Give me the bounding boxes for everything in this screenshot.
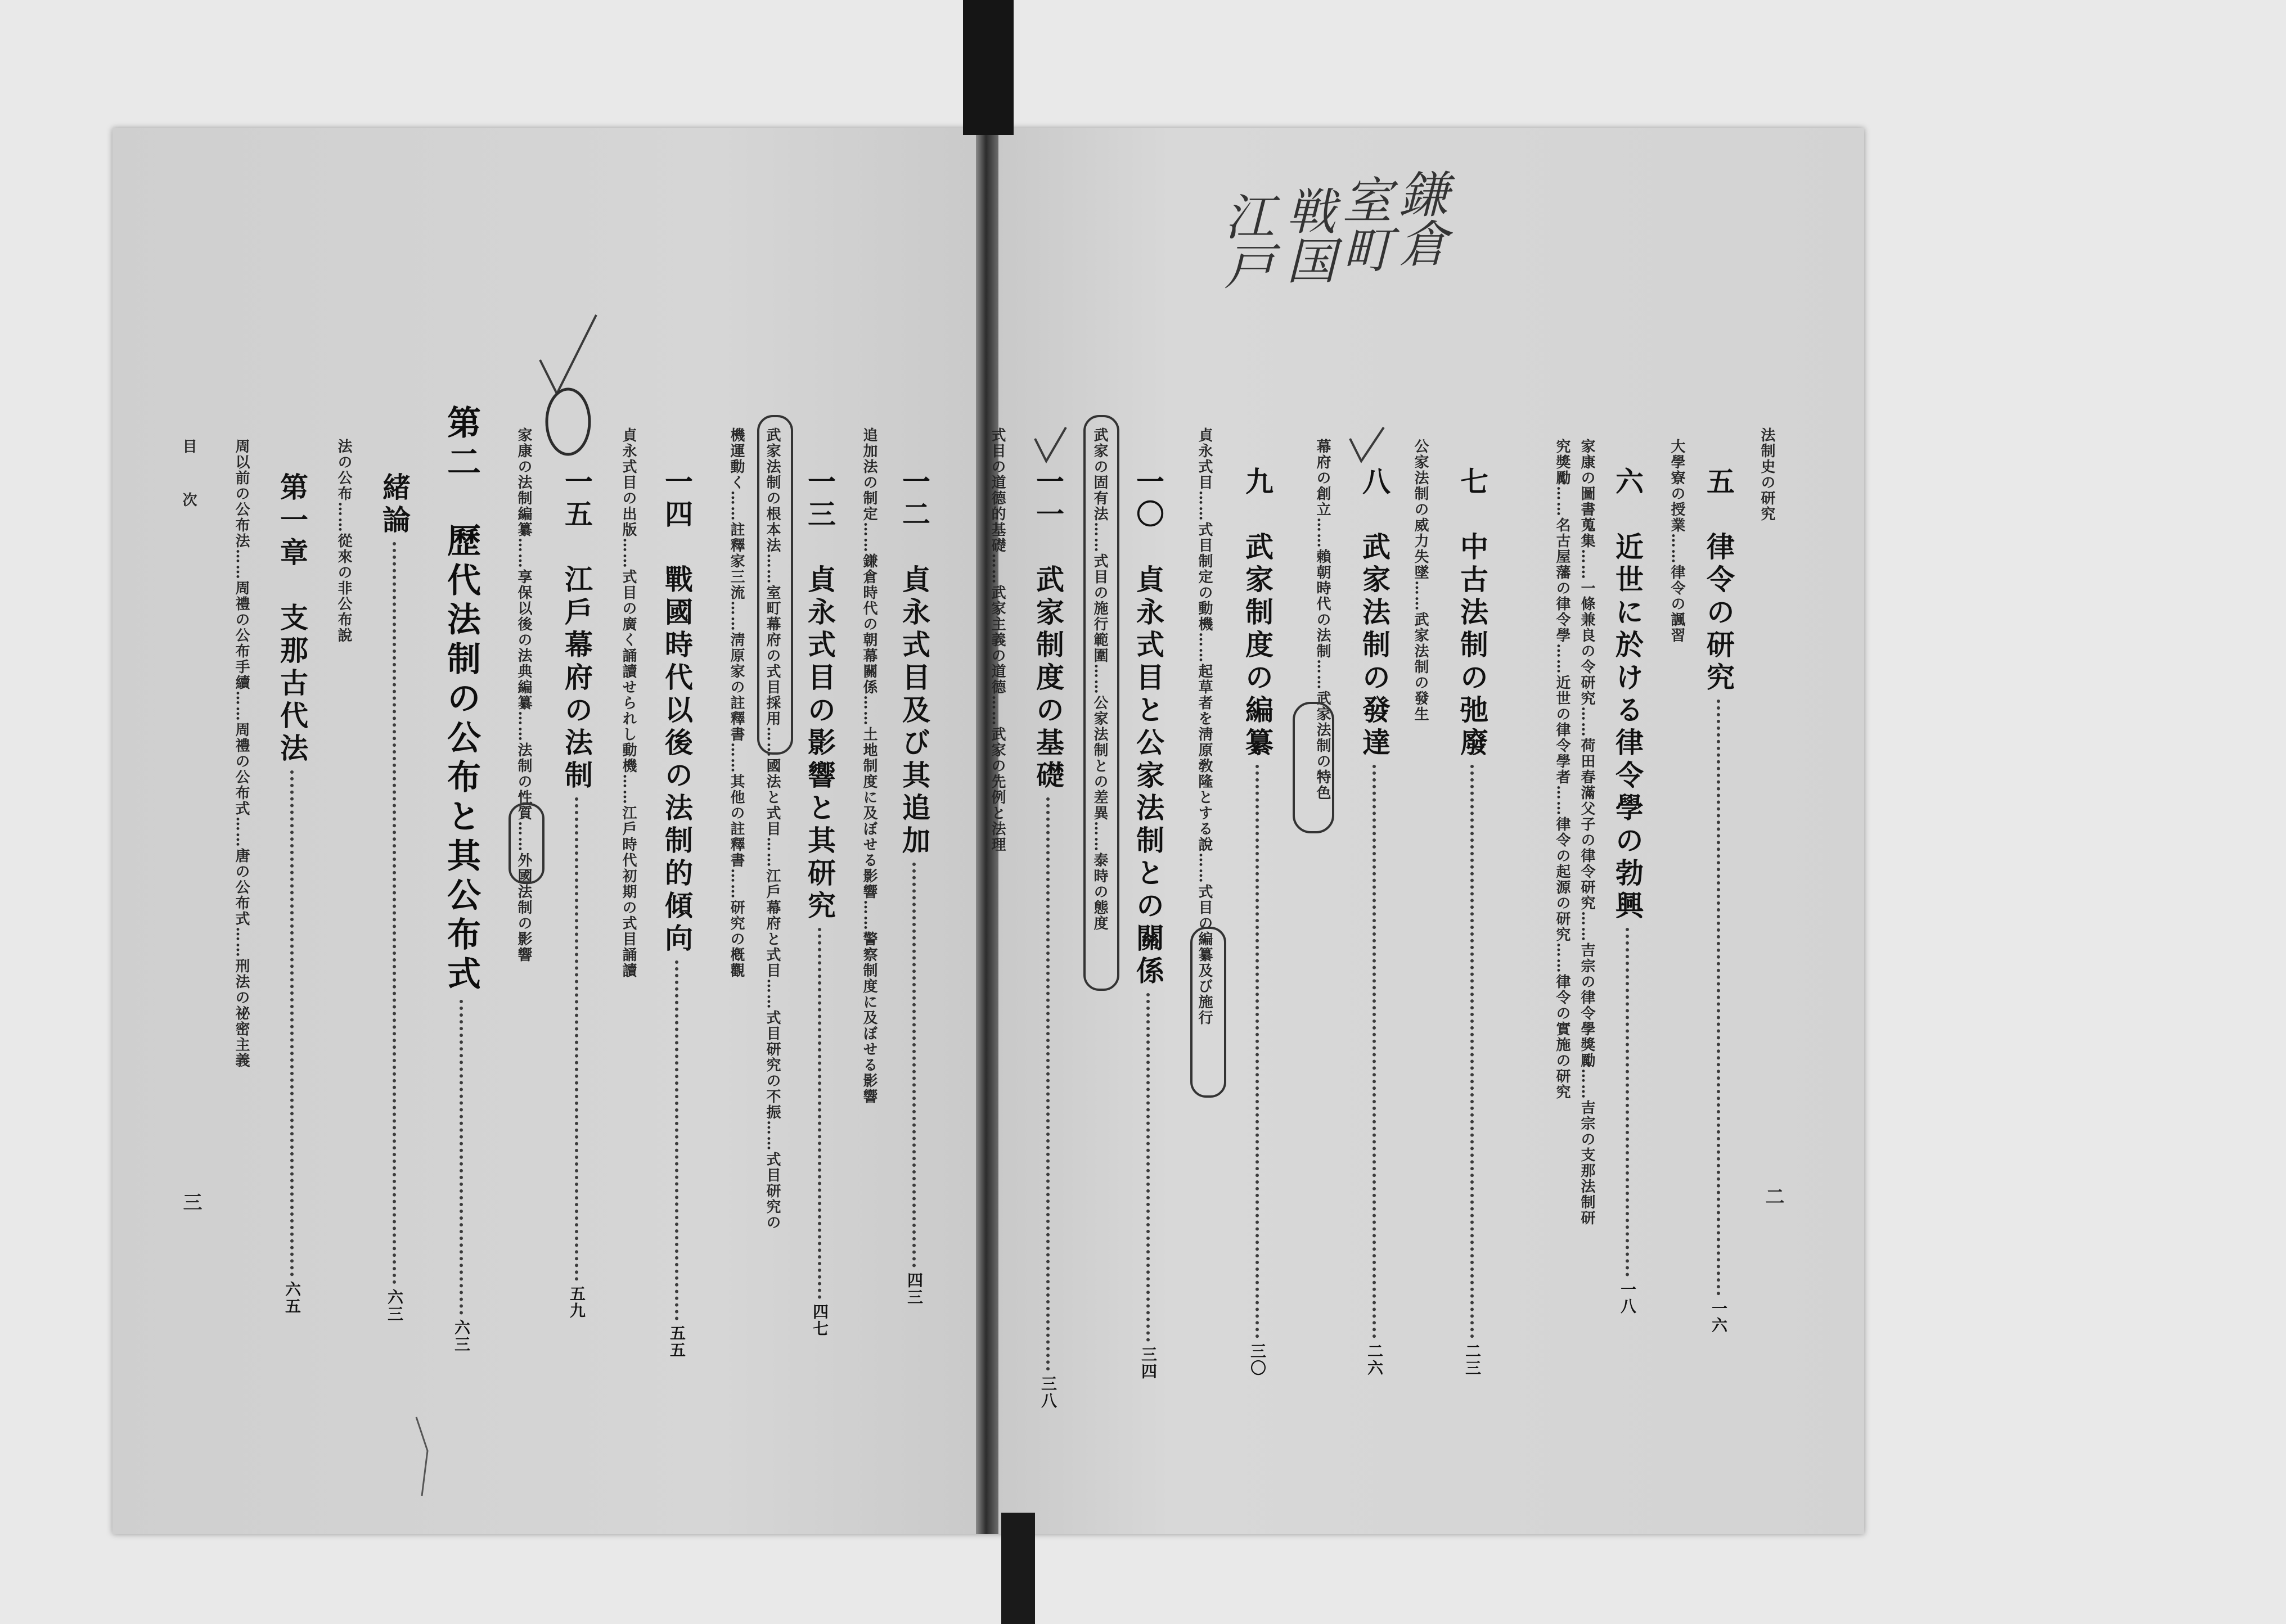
toc-page: 一八	[1618, 1281, 1637, 1315]
toc-sub-12: 追加法の制定……鎌倉時代の朝幕關係……土地制度に及ぼせる影響……警察制度に及ぼせる影響	[861, 427, 878, 1104]
handwritten-note-2: 室町	[1335, 174, 1393, 273]
toc-num: 第二	[442, 405, 481, 484]
toc-sub-6b: 究獎勵……名古屋藩の律令學……近世の律令學者……律令の起源の研究……律令の實施の研究	[1554, 439, 1570, 1100]
toc-sub-13b: 機運動く……註釋家三流……淸原家の註釋書……其他の註釋書……研究の槪觀	[728, 427, 745, 978]
toc-sub-10: 武家の固有法……式目の施行範圍……公家法制との差異……泰時の態度	[1091, 427, 1108, 931]
circled-phrase-10	[1084, 416, 1118, 990]
toc-num: 一三	[803, 467, 836, 532]
circled-phrase-9	[1191, 928, 1225, 1097]
toc-page: 四三	[905, 1272, 924, 1306]
toc-page: 二六	[1365, 1343, 1384, 1377]
toc-title: 緒論	[378, 472, 411, 538]
toc-num: 第一章	[276, 472, 309, 570]
toc-num: 一二	[898, 467, 931, 532]
toc-num: 一〇	[1132, 467, 1165, 532]
toc-num: 五	[1702, 467, 1735, 499]
toc-page: 三八	[1039, 1375, 1058, 1409]
circle-mark-15	[547, 389, 590, 454]
toc-title: 貞永式目及び其追加	[898, 565, 931, 858]
toc-page: 五五	[668, 1325, 686, 1359]
circled-phrase-13	[758, 416, 792, 754]
toc-title: 江戶幕府の法制	[560, 565, 593, 793]
toc-num: 七	[1456, 467, 1489, 499]
toc-page: 三四	[1139, 1346, 1158, 1380]
check-mark-11	[1035, 427, 1066, 461]
toc-sub-5: 大學寮の授業……律令の諷習	[1668, 439, 1685, 643]
toc-sub-8: 幕府の創立……賴朝時代の法制……武家法制の特色	[1314, 439, 1331, 801]
toc-num: 六	[1611, 467, 1644, 499]
toc-title: 支那古代法	[276, 603, 309, 766]
toc-title: 律令の研究	[1702, 532, 1735, 695]
page-crease	[416, 1417, 428, 1496]
check-mark-8	[1350, 427, 1384, 461]
toc-sub-13a: 武家法制の根本法……室町幕府の式目採用……國法と式目……江戶幕府と式目……式目研究の不振……式目研究の	[764, 427, 781, 1230]
circled-phrase-15	[510, 804, 543, 883]
toc-sub-11: 式目の道德的基礎……武家主義の道德……武家の先例と法理	[989, 427, 1006, 852]
toc-page: 二三	[1463, 1343, 1482, 1377]
toc-page: 五九	[568, 1285, 586, 1319]
toc-title: 歷代法制の公布と其公布式	[442, 523, 481, 995]
running-foot: 目 次	[180, 439, 197, 524]
handwritten-note-1: 鎌倉	[1391, 169, 1449, 268]
toc-sub-15b: 家康の法制編纂……享保以後の法典編纂……法制の性質……外國法制の影響	[515, 427, 532, 963]
toc-title: 戰國時代以後の法制的傾向	[660, 565, 694, 956]
toc-num: 九	[1241, 467, 1274, 499]
toc-num: 一一	[1032, 467, 1065, 532]
toc-title: 武家制度の基礎	[1032, 565, 1065, 793]
toc-page: 六三	[452, 1319, 471, 1353]
toc-sub-9: 貞永式目……式目制定の動機……起草者を淸原敎隆とする說……式目の編纂及び施行	[1196, 427, 1213, 1026]
toc-sub-introduction: 法の公布……從來の非公布說	[335, 439, 352, 643]
page-number-right: 二	[1762, 1187, 1784, 1207]
running-head: 法制史の研究	[1758, 427, 1775, 522]
toc-title: 武家法制の發達	[1358, 532, 1391, 760]
check-mark-15	[540, 315, 596, 394]
toc-page: 三〇	[1248, 1343, 1267, 1377]
handwritten-note-3: 戦国	[1279, 186, 1336, 285]
toc-page: 六五	[283, 1281, 302, 1315]
handwritten-note-4: 江戸	[1217, 191, 1275, 290]
toc-title: 近世に於ける律令學の勃興	[1611, 532, 1644, 923]
toc-title: 貞永式目と公家法制との關係	[1132, 565, 1165, 989]
toc-sub-15a: 貞永式目の出版……式目の廣く誦讀せられし動機……江戶時代初期の式目誦讀	[620, 427, 637, 978]
toc-sub-7: 公家法制の威力失墜……武家法制の發生	[1412, 439, 1429, 722]
toc-title: 中古法制の弛廢	[1456, 532, 1489, 760]
toc-title: 武家制度の編纂	[1241, 532, 1274, 760]
toc-sub-6a: 家康の圖書蒐集……一條兼良の令研究……荷田春滿父子の律令研究……吉宗の律令學獎勵……吉宗の支那法制研	[1578, 439, 1595, 1226]
circled-phrase-8	[1294, 703, 1333, 832]
page-number-left: 三	[179, 1192, 202, 1212]
toc-num: 一四	[660, 467, 694, 532]
toc-page: 一六	[1709, 1300, 1728, 1334]
toc-num: 一五	[560, 467, 593, 532]
toc-title: 貞永式目の影響と其研究	[803, 565, 836, 923]
toc-page: 四七	[811, 1303, 829, 1337]
toc-page: 六三	[385, 1289, 404, 1323]
toc-sub-chapter-1: 周以前の公布法……周禮の公布手續……周禮の公布式……唐の公布式……刑法の祕密主義	[233, 439, 250, 1068]
toc-num: 八	[1358, 467, 1391, 499]
